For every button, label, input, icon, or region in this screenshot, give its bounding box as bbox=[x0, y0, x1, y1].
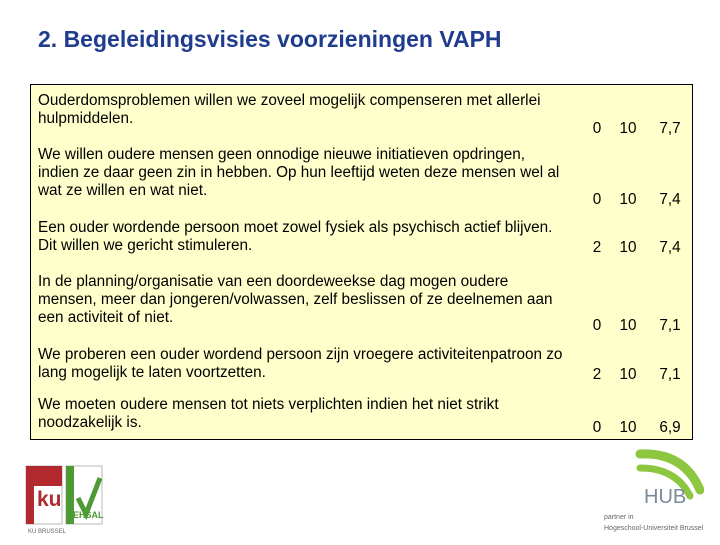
value-3: 7,4 bbox=[659, 239, 681, 256]
value-3: 7,1 bbox=[659, 317, 681, 334]
value-1: 0 bbox=[592, 317, 602, 334]
value-1: 0 bbox=[592, 120, 602, 137]
value-3: 7,4 bbox=[659, 191, 681, 208]
value-2: 10 bbox=[619, 239, 637, 256]
value-2: 10 bbox=[619, 191, 637, 208]
statement-text: We willen oudere mensen geen onnodige nieuwe initiatieven opdringen, indien ze daar geen zin in hebben. Op hun leeftijd weten deze mensen wel al wat ze willen en wat niet. bbox=[38, 146, 560, 199]
value-3: 7,1 bbox=[659, 366, 681, 383]
statement-text: In de planning/organisatie van een doordeweekse dag mogen oudere mensen, meer dan jongeren/volwassen, zelf beslissen of ze deelnemen aan een activiteit of niet. bbox=[38, 273, 553, 326]
ku-mark: ku bbox=[37, 488, 62, 511]
value-3: 7,7 bbox=[659, 120, 681, 137]
statement-text: We proberen een ouder wordend persoon zijn vroegere activiteitenpatroon zo lang mogelijk te laten voortzetten. bbox=[38, 346, 563, 381]
ku-ehsal-mark-icon bbox=[20, 458, 112, 540]
hub-caption-2: Hogeschool-Universiteit Brussel bbox=[604, 525, 704, 532]
value-2: 10 bbox=[619, 120, 637, 137]
value-2: 10 bbox=[619, 419, 637, 436]
statement-text: We moeten oudere mensen tot niets verplichten indien het niet strikt noodzakelijk is. bbox=[38, 396, 499, 431]
statements-table bbox=[30, 84, 693, 440]
value-1: 2 bbox=[592, 239, 602, 256]
value-3: 6,9 bbox=[659, 419, 681, 436]
page-title: 2. Begeleidingsvisies voorzieningen VAPH bbox=[38, 26, 502, 52]
hub-logo bbox=[600, 448, 704, 540]
value-1: 2 bbox=[592, 366, 602, 383]
value-1: 0 bbox=[592, 419, 602, 436]
statement-text: Ouderdomsproblemen willen we zoveel mogelijk compenseren met allerlei hulpmiddelen. bbox=[38, 92, 541, 127]
value-2: 10 bbox=[619, 366, 637, 383]
ku-caption: KU BRUSSEL bbox=[28, 529, 67, 535]
hub-mark: HUB bbox=[644, 486, 687, 508]
ku-ehsal-logo bbox=[20, 458, 112, 540]
ehsal-label: EHSAL bbox=[73, 510, 104, 520]
value-2: 10 bbox=[619, 317, 637, 334]
hub-caption-1: partner in bbox=[604, 514, 634, 521]
value-1: 0 bbox=[592, 191, 602, 208]
statement-text: Een ouder wordende persoon moet zowel fysiek als psychisch actief blijven. Dit willen we gericht stimuleren. bbox=[38, 219, 553, 254]
